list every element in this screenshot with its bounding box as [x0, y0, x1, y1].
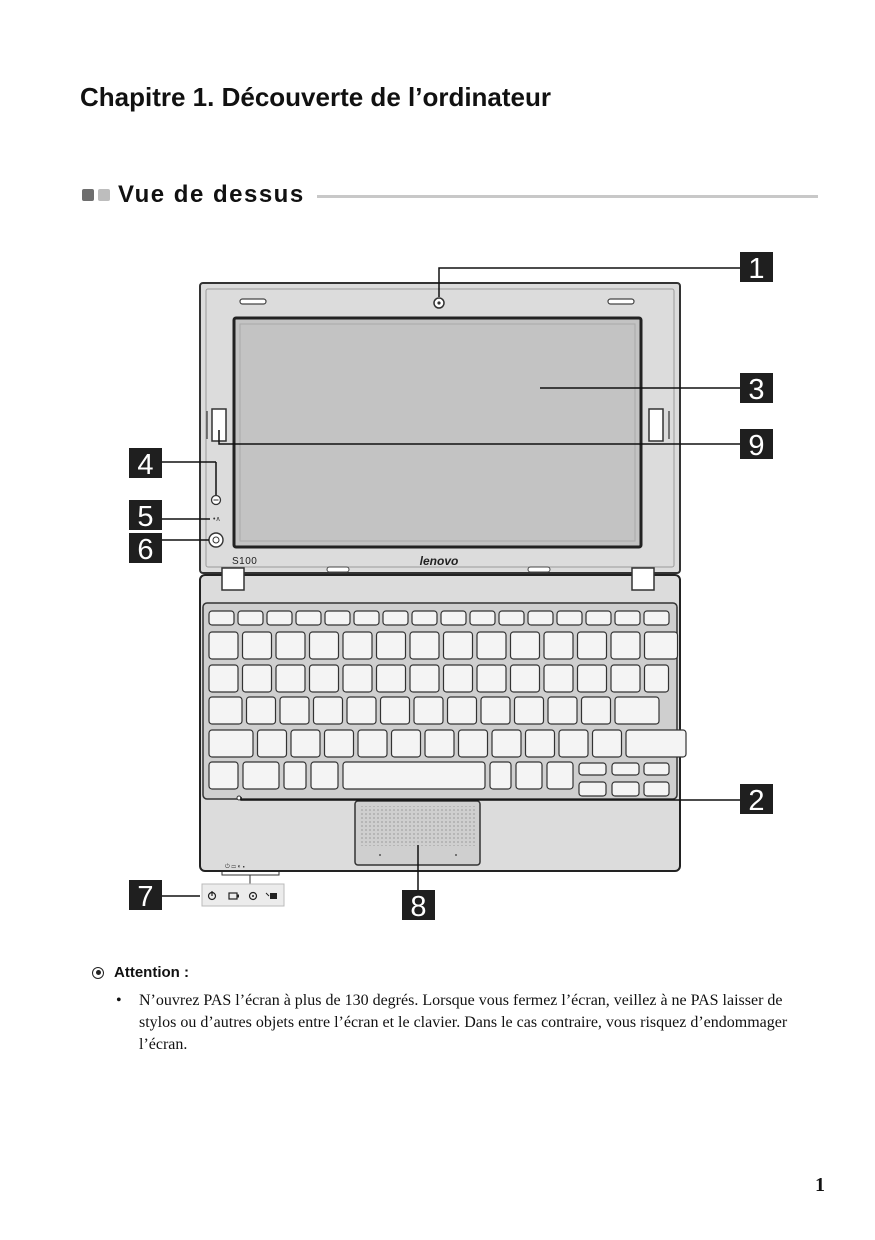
- keyboard-key: [291, 730, 320, 757]
- keyboard-key: [284, 762, 306, 789]
- keyboard-key: [477, 665, 506, 692]
- keyboard-key: [209, 730, 253, 757]
- brand-logo: lenovo: [419, 554, 459, 568]
- svg-text:1: 1: [748, 253, 765, 285]
- section-marker-dark: [82, 189, 94, 201]
- screen: [234, 318, 641, 547]
- keyboard-key: [645, 632, 678, 659]
- keyboard-key: [593, 730, 622, 757]
- keyboard-key: [276, 632, 305, 659]
- keyboard-key: [377, 665, 406, 692]
- keyboard-key: [644, 611, 669, 625]
- keyboard-key: [267, 611, 292, 625]
- keyboard-key: [557, 611, 582, 625]
- keyboard-key: [343, 632, 372, 659]
- keyboard-key: [441, 611, 466, 625]
- keyboard-key: [381, 697, 410, 724]
- section-title: Vue de dessus: [118, 181, 305, 208]
- keyboard-key: [492, 730, 521, 757]
- page-number: 1: [815, 1174, 825, 1196]
- keyboard-key: [410, 665, 439, 692]
- keyboard-key: [258, 730, 287, 757]
- keyboard-key: [611, 632, 640, 659]
- callout-8: [402, 890, 435, 923]
- keyboard-key: [644, 782, 669, 796]
- keyboard-key: [611, 665, 640, 692]
- keyboard-key: [343, 665, 372, 692]
- keyboard-key: [238, 611, 263, 625]
- keyboard-key: [490, 762, 511, 789]
- keyboard-key: [548, 697, 577, 724]
- keyboard-key: [644, 763, 669, 775]
- keyboard-key: [209, 665, 238, 692]
- keyboard-key: [347, 697, 376, 724]
- section-marker-light: [98, 189, 110, 201]
- attention-icon: [92, 967, 104, 979]
- keyboard-key: [511, 632, 540, 659]
- keyboard-key: [209, 632, 238, 659]
- keyboard-key: [612, 763, 639, 775]
- keyboard-key: [547, 762, 573, 789]
- keyboard: [203, 603, 686, 799]
- keyboard-key: [459, 730, 488, 757]
- keyboard-key: [392, 730, 421, 757]
- attention-heading: [92, 964, 189, 981]
- keyboard-key: [343, 762, 485, 789]
- svg-text:5: 5: [137, 501, 154, 533]
- webcam-icon: [434, 298, 444, 308]
- keyboard-key: [645, 665, 669, 692]
- svg-text:6: 6: [137, 534, 154, 566]
- power-button-icon: [209, 533, 223, 547]
- callout-6: [129, 533, 162, 566]
- keyboard-key: [586, 611, 611, 625]
- section-rule: [317, 195, 818, 198]
- svg-text:⏻ ▭ ◐ ⬝: ⏻ ▭ ◐ ⬝: [225, 864, 245, 870]
- keyboard-key: [314, 697, 343, 724]
- keyboard-key: [448, 697, 477, 724]
- keyboard-key: [615, 611, 640, 625]
- keyboard-key: [325, 611, 350, 625]
- keyboard-key: [528, 611, 553, 625]
- keyboard-key: [377, 632, 406, 659]
- keyboard-key: [444, 632, 473, 659]
- keyboard-key: [515, 697, 544, 724]
- keyboard-key: [444, 665, 473, 692]
- attention-item-text: N’ouvrez PAS l’écran à plus de 130 degrés. Lorsque vous fermez l’écran, veillez à ne PAS laisser de stylos ou d’autres objets entre l’écran et le clavier. Dans le cas contraire, vous risquez d’endommager l’écran.: [139, 992, 788, 1053]
- keyboard-key: [410, 632, 439, 659]
- callout-9: [740, 429, 773, 462]
- keyboard-key: [354, 611, 379, 625]
- keyboard-key: [511, 665, 540, 692]
- keyboard-key: [579, 782, 606, 796]
- keyboard-key: [526, 730, 555, 757]
- keyboard-key: [544, 665, 573, 692]
- keyboard-key: [243, 665, 272, 692]
- callout-5: [129, 500, 162, 533]
- keyboard-key: [358, 730, 387, 757]
- callout-7: [129, 880, 162, 913]
- keyboard-key: [310, 632, 339, 659]
- keyboard-key: [499, 611, 524, 625]
- chapter-title: Chapitre 1. Découverte de l’ordinateur: [80, 82, 552, 112]
- callout-3: [740, 373, 773, 406]
- callout-4: [129, 448, 162, 481]
- keyboard-key: [243, 762, 279, 789]
- svg-text:2: 2: [748, 785, 765, 817]
- keyboard-key: [516, 762, 542, 789]
- callout-1: [740, 252, 773, 285]
- keyboard-key: [247, 697, 276, 724]
- keyboard-key: [414, 697, 443, 724]
- status-indicators-enlarged: [202, 884, 284, 906]
- keyboard-key: [310, 665, 339, 692]
- svg-text:3: 3: [748, 374, 765, 406]
- svg-text:4: 4: [137, 449, 154, 481]
- keyboard-key: [582, 697, 611, 724]
- keyboard-key: [615, 697, 659, 724]
- keyboard-key: [578, 632, 607, 659]
- keyboard-key: [578, 665, 607, 692]
- keyboard-key: [280, 697, 309, 724]
- svg-text:8: 8: [410, 891, 427, 923]
- onekey-rescue-button-icon: [212, 496, 221, 505]
- svg-text:7: 7: [137, 881, 154, 913]
- keyboard-key: [243, 632, 272, 659]
- attention-list: [116, 990, 806, 1056]
- microphone-icon: •∧: [213, 516, 221, 523]
- callout-2: [740, 784, 773, 817]
- laptop-top-view-diagram: [0, 240, 875, 940]
- section-header: [82, 178, 818, 212]
- keyboard-key: [296, 611, 321, 625]
- svg-text:9: 9: [748, 430, 765, 462]
- keyboard-key: [559, 730, 588, 757]
- keyboard-key: [626, 730, 686, 757]
- list-item: [116, 990, 806, 1056]
- keyboard-key: [579, 763, 606, 775]
- keyboard-key: [425, 730, 454, 757]
- keyboard-key: [209, 697, 242, 724]
- keyboard-key: [544, 632, 573, 659]
- keyboard-key: [276, 665, 305, 692]
- keyboard-key: [477, 632, 506, 659]
- model-label: S100: [232, 556, 258, 567]
- attention-label: Attention :: [114, 964, 189, 981]
- bullet-icon: •: [116, 992, 122, 1009]
- keyboard-key: [612, 782, 639, 796]
- keyboard-key: [311, 762, 338, 789]
- keyboard-key: [209, 611, 234, 625]
- keyboard-key: [470, 611, 495, 625]
- keyboard-key: [412, 611, 437, 625]
- keyboard-key: [209, 762, 238, 789]
- keyboard-key: [325, 730, 354, 757]
- keyboard-key: [383, 611, 408, 625]
- keyboard-key: [481, 697, 510, 724]
